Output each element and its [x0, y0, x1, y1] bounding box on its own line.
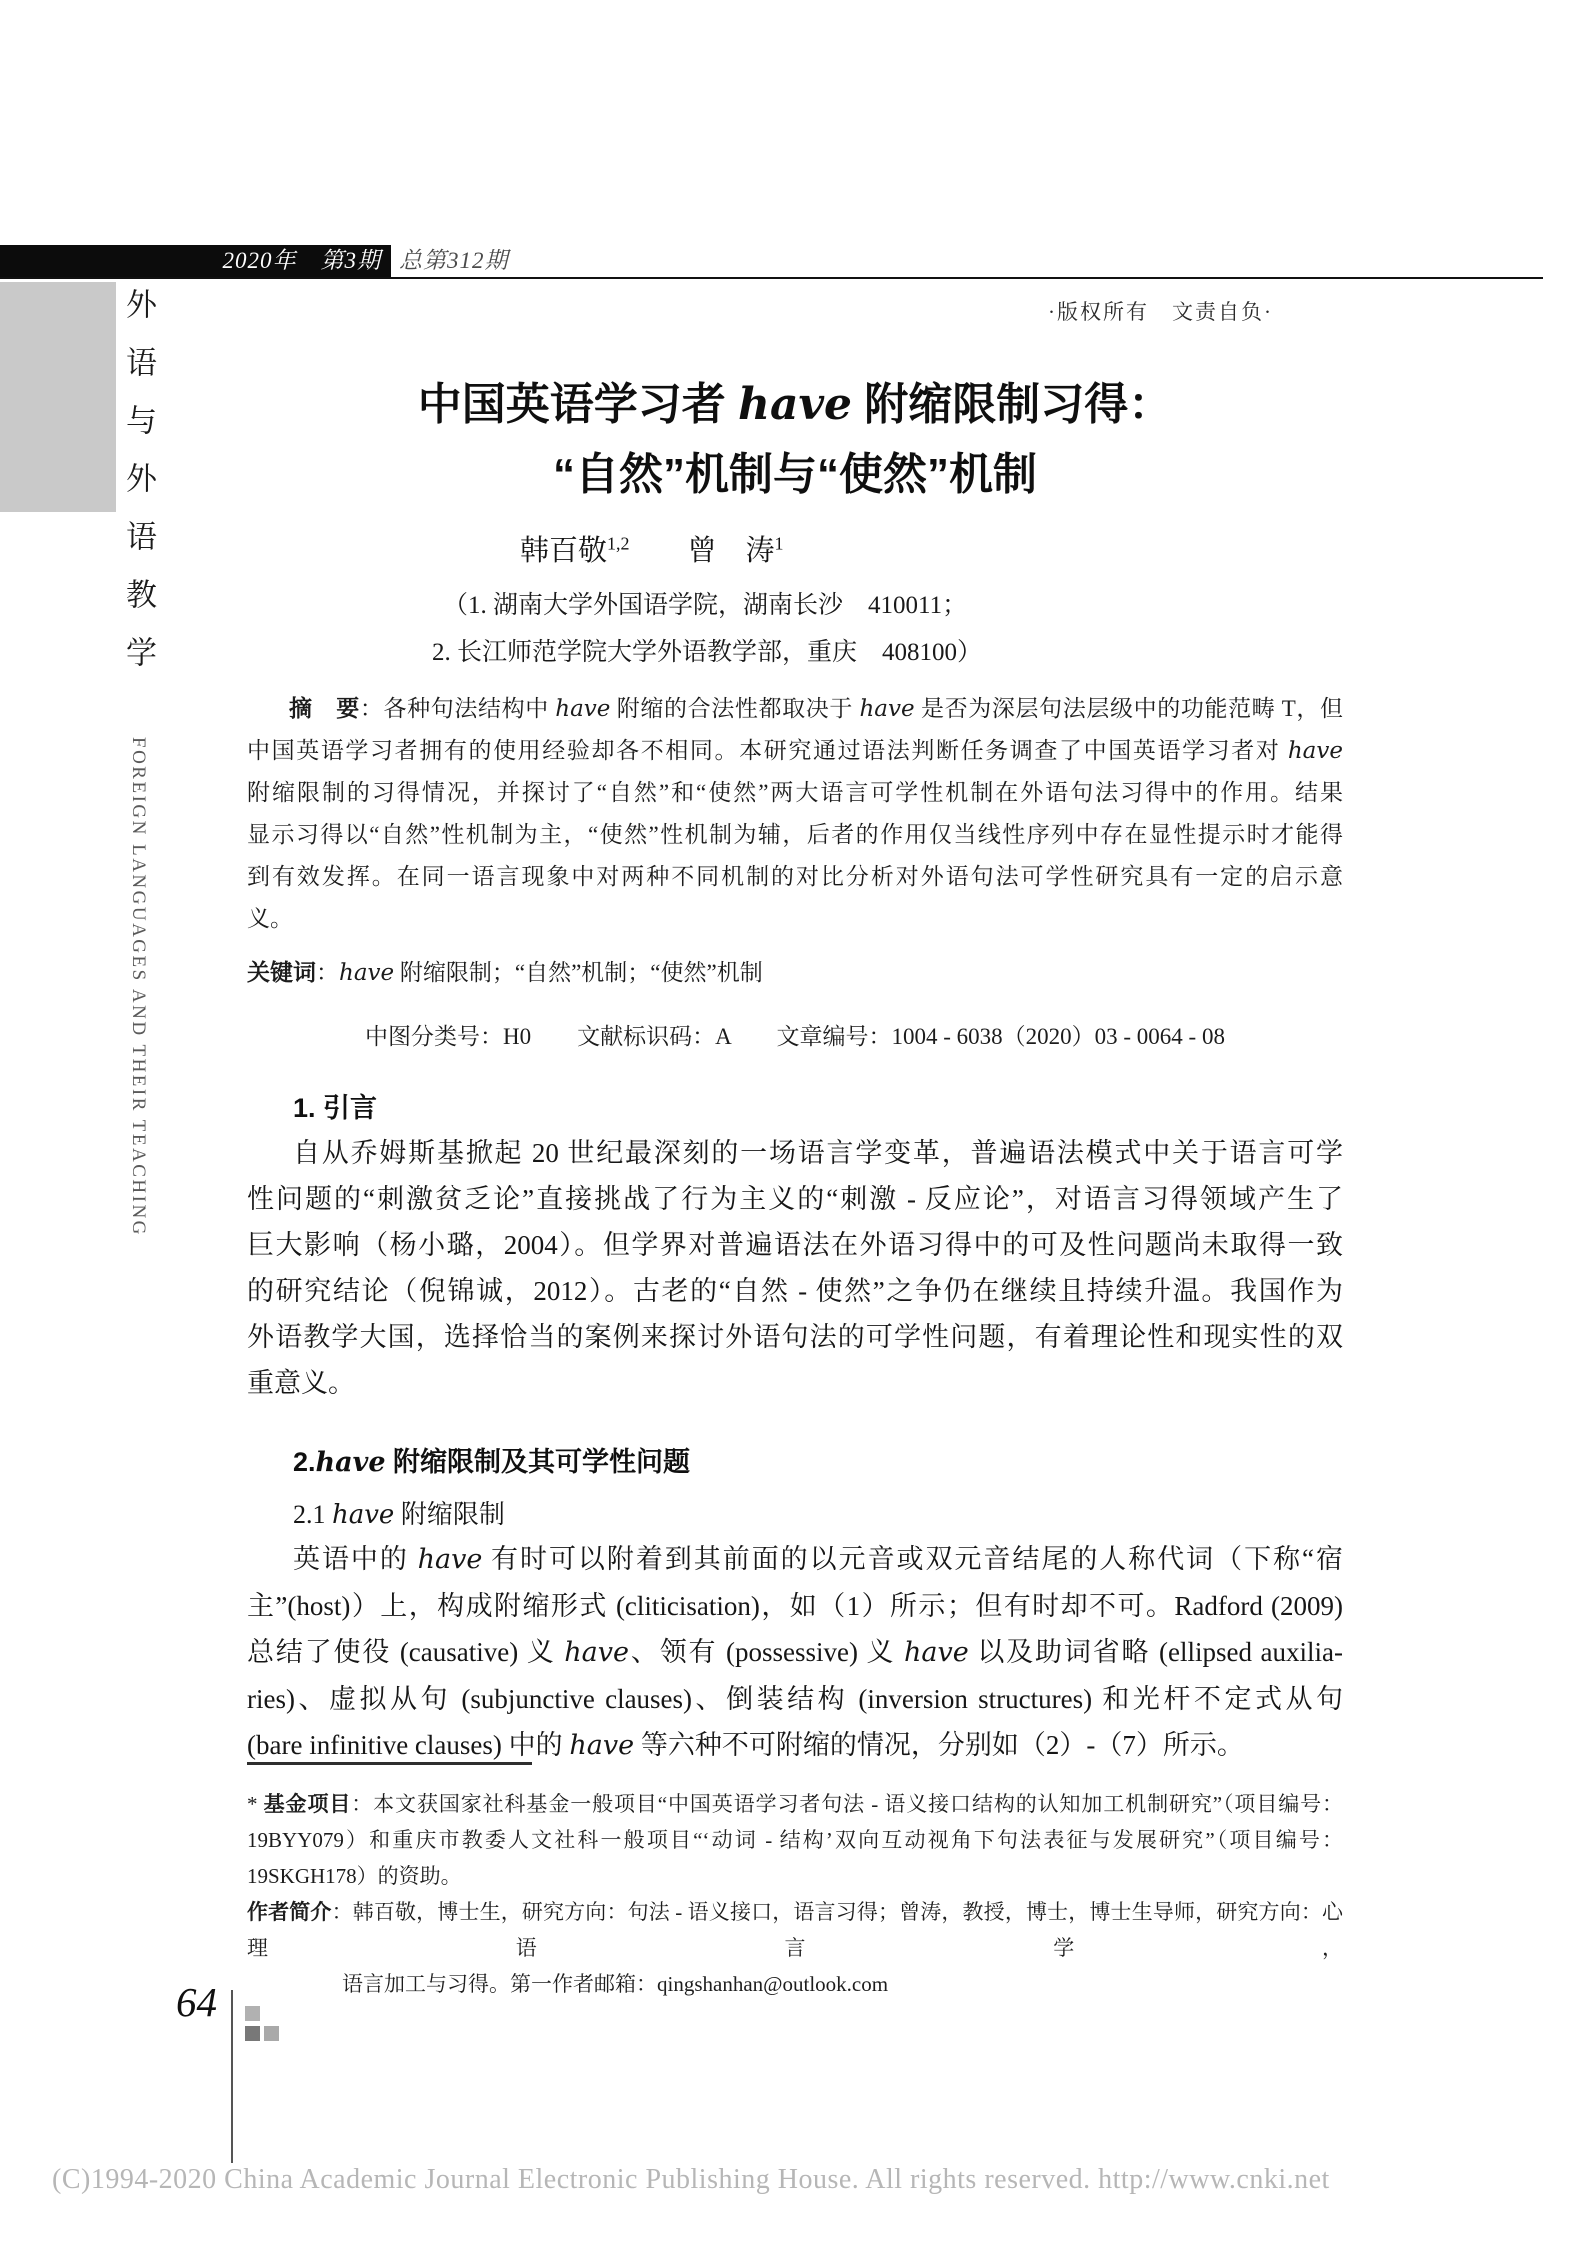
subsection-heading-2-1: 2.1 have 附缩限制 [293, 1500, 505, 1530]
footnote-line: 19BYY079）和重庆市教委人文社科一般项目“‘动词 - 结构’双向互动视角下句法表征与发展研究”（项目编号： [247, 1828, 1343, 1852]
issue-banner [0, 245, 391, 277]
header-rule [0, 277, 1543, 279]
footnote-block [247, 1786, 1343, 2002]
abstract-line: 中国英语学习者拥有的使用经验却各不相同。本研究通过语法判断任务调查了中国英语学习者对 have [247, 738, 1343, 764]
sidebar-gray-block [0, 282, 116, 512]
journal-title-vertical-cn: 外语与外语教学 [121, 288, 156, 694]
abstract-line: 到有效发挥。在同一语言现象中对两种不同机制的对比分析对外语句法可学性研究具有一定的启示意 [247, 864, 1343, 889]
intro-line: 性问题的“刺激贫乏论”直接挑战了行为主义的“刺激 - 反应论”，对语言习得领域产生了 [247, 1184, 1343, 1214]
affiliation-line-2: 2. 长江师范学院大学外语教学部，重庆 408100） [432, 639, 983, 666]
section2-paragraph [247, 1536, 1343, 1769]
body-line: 主”(host)）上，构成附缩形式 (cliticisation)，如（1）所示；但有时却不可。Radford (2009) [247, 1591, 1343, 1621]
article-title-line2: “自然”机制与“使然”机制 [553, 450, 1037, 499]
decor-square-light [245, 2006, 260, 2021]
article-title-line1: 中国英语学习者 have 附缩限制习得： [417, 379, 1173, 430]
cumulative-issue-label: 总第312期 [399, 248, 509, 273]
abstract-line: 附缩限制的习得情况，并探讨了“自然”和“使然”两大语言可学性机制在外语句法习得中的作用。结果 [247, 780, 1343, 805]
intro-line: 自从乔姆斯基掀起 20 世纪最深刻的一场语言学变革，普遍语法模式中关于语言可学 [293, 1138, 1343, 1168]
keywords-line: 关键词：have 附缩限制；“自然”机制；“使然”机制 [247, 960, 763, 986]
abstract-line: 显示习得以“自然”性机制为主，“使然”性机制为辅，后者的作用仅当线性序列中存在显性提示时才能得 [247, 822, 1343, 847]
page-number: 64 [176, 1979, 217, 2025]
authors-line: 韩百敬$^{1,2}$ 曾 涛$^1$ [520, 533, 784, 567]
section-heading-intro: 1. 引言 [293, 1093, 378, 1123]
body-line: 英语中的 have 有时可以附着到其前面的以元音或双元音结尾的人称代词（下称“宿 [293, 1544, 1343, 1575]
intro-paragraph [247, 1130, 1343, 1406]
page-number-rule [231, 1990, 233, 2163]
footnote-line: 19SKGH178）的资助。 [247, 1864, 462, 1888]
footnote-separator [247, 1762, 532, 1765]
issue-label: 2020年 第3期 [222, 248, 381, 273]
intro-line: 巨大影响（杨小璐，2004）。但学界对普遍语法在外语习得中的可及性问题尚未取得一致 [247, 1230, 1343, 1260]
footnote-line: 作者简介：韩百敬，博士生，研究方向：句法 - 语义接口，语言习得；曾涛，教授，博士，博士生导师，研究方向：心理语言学， [247, 1900, 1343, 1960]
affiliation-line-1: （1. 湖南大学外国语学院，湖南长沙 410011； [443, 592, 968, 619]
section-heading-2: 2.have 附缩限制及其可学性问题 [293, 1447, 691, 1478]
body-line: 总结了使役 (causative) 义 have、领有 (possessive) 义 have 以及助词省略 (ellipsed auxilia- [247, 1637, 1344, 1668]
rights-notice: ·版权所有 文责自负· [1048, 300, 1273, 324]
cnki-copyright-footer: (C)1994-2020 China Academic Journal Electronic Publishing House. All rights reserved. http://www.cnki.net [52, 2164, 1330, 2195]
abstract-block [247, 688, 1343, 940]
footnote-line: * 基金项目：本文获国家社科基金一般项目“中国英语学习者句法 - 语义接口结构的认知加工机制研究”（项目编号： [247, 1792, 1344, 1816]
footnote-line: 语言加工与习得。第一作者邮箱：qingshanhan@outlook.com [342, 1972, 889, 1996]
body-line: (bare infinitive clauses) 中的 have 等六种不可附缩的情况，分别如（2）-（7）所示。 [247, 1730, 1244, 1761]
intro-line: 的研究结论（倪锦诚，2012）。古老的“自然 - 使然”之争仍在继续且持续升温。我国作为 [247, 1276, 1343, 1306]
abstract-line: 摘 要：各种句法结构中 have 附缩的合法性都取决于 have 是否为深层句法层级中的功能范畴 T，但 [289, 696, 1344, 722]
journal-title-vertical-en: FOREIGN LANGUAGES AND THEIR TEACHING [128, 737, 149, 1237]
abstract-line: 义。 [247, 906, 293, 931]
decor-square-dark [245, 2026, 260, 2041]
body-line: ries)、虚拟从句 (subjunctive clauses)、倒装结构 (inversion structures) 和光杆不定式从句 [247, 1684, 1343, 1714]
classification-meta-line: 中图分类号：H0 文献标识码：A 文章编号：1004 - 6038（2020）03 - 0064 - 08 [365, 1024, 1225, 1049]
decor-square-mid [264, 2026, 279, 2041]
intro-line: 外语教学大国，选择恰当的案例来探讨外语句法的可学性问题，有着理论性和现实性的双 [247, 1322, 1343, 1352]
intro-line: 重意义。 [247, 1368, 355, 1398]
